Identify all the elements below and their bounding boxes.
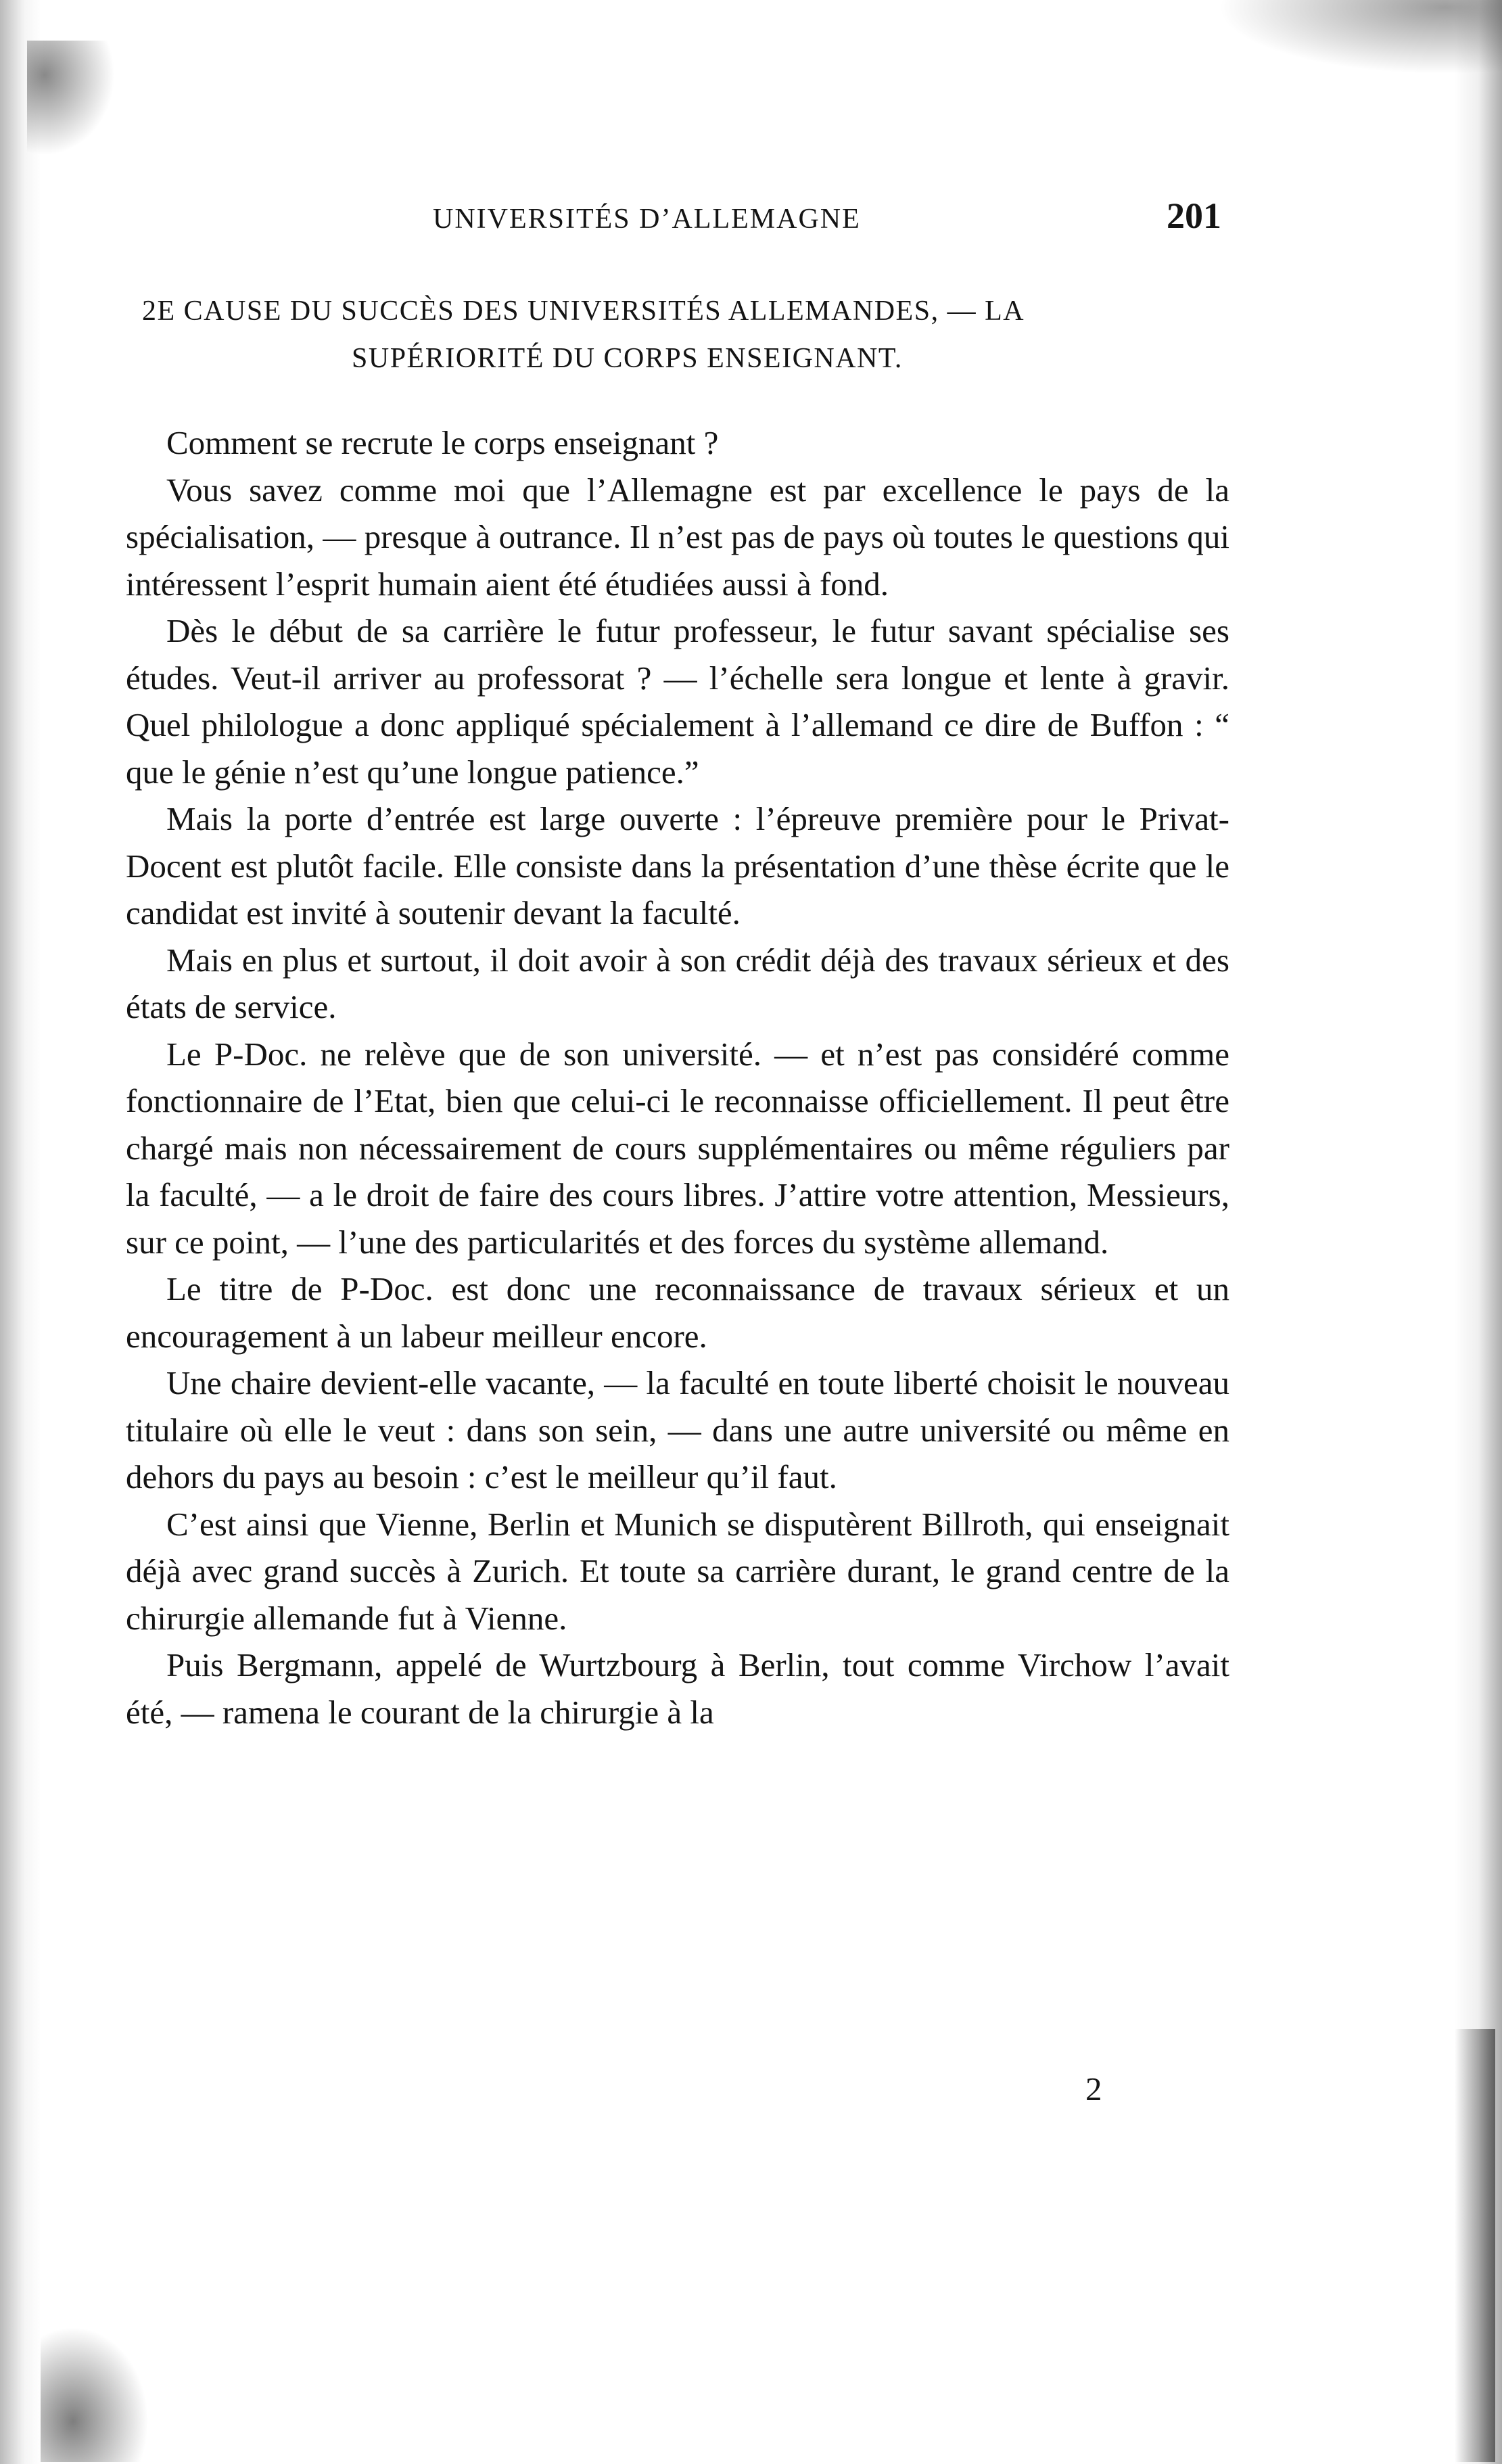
paragraph: C’est ainsi que Vienne, Berlin et Munich se disputèrent Billroth, qui enseignait déjà avec grand succès à Zurich. Et toute sa carrière durant, le grand centre de la chirurgie allemande fut à Vienne. — [126, 1505, 1229, 1637]
paragraph: Mais la porte d’entrée est large ouverte : l’épreuve première pour le Privat-Docent est plutôt facile. Elle consiste dans la présentation d’une thèse écrite que le candidat est invité à soutenir devant la faculté. — [126, 800, 1229, 931]
section-heading-line-1: 2E CAUSE DU SUCCÈS DES UNIVERSITÉS ALLEMANDES, — LA — [142, 296, 1025, 327]
paragraph: Le P-Doc. ne relève que de son université. — et n’est pas considéré comme fonctionnaire de l’Etat, bien que celui-ci le reconnaisse officiellement. Il peut être chargé mais non nécessairement de cours supplémentaires ou même réguliers par la faculté, — a le droit de faire des cours libres. J’attire votre attention, Messieurs, sur ce point, — l’une des particularités et des forces du système allemand. — [126, 1035, 1229, 1261]
paragraph: Comment se recrute le corps enseignant ? — [166, 424, 719, 461]
body-text — [126, 419, 1229, 1736]
paragraph: Le titre de P-Doc. est donc une reconnaissance de travaux sérieux et un encouragement à un labeur meilleur encore. — [126, 1270, 1229, 1355]
running-title: UNIVERSITÉS D’ALLEMAGNE — [433, 204, 861, 235]
paragraph: Dès le début de sa carrière le futur professeur, le futur savant spécialise ses études. Veut-il arriver au professorat ? — l’échelle sera longue et lente à gravir. Quel philologue a donc appliqué spécialement à l’allemand ce dire de Buffon : “ que le génie n’est qu’une longue patience.” — [126, 612, 1229, 791]
paragraph: Une chaire devient-elle vacante, — la faculté en toute liberté choisit le nouveau titulaire où elle le veut : dans son sein, — dans une autre université ou même en dehors du pays au besoin : c’est le meilleur qu’il faut. — [126, 1364, 1229, 1495]
section-heading-line-2: SUPÉRIORITÉ DU CORPS ENSEIGNANT. — [352, 343, 903, 374]
section-heading — [142, 287, 1224, 382]
signature-mark: 2 — [1085, 2070, 1102, 2108]
paragraph: Vous savez comme moi que l’Allemagne est par excellence le pays de la spécialisation, — presque à outrance. Il n’est pas de pays où toutes le questions qui intéressent l’esprit humain aient été étudiées aussi à fond. — [126, 471, 1229, 603]
paragraph: Mais en plus et surtout, il doit avoir à son crédit déjà des travaux sérieux et des états de service. — [126, 941, 1229, 1025]
running-header — [433, 203, 1231, 235]
page-number: 201 — [1167, 195, 1221, 236]
paragraph: Puis Bergmann, appelé de Wurtzbourg à Berlin, tout comme Virchow l’avait été, — ramena le courant de la chirurgie à la — [126, 1646, 1229, 1731]
